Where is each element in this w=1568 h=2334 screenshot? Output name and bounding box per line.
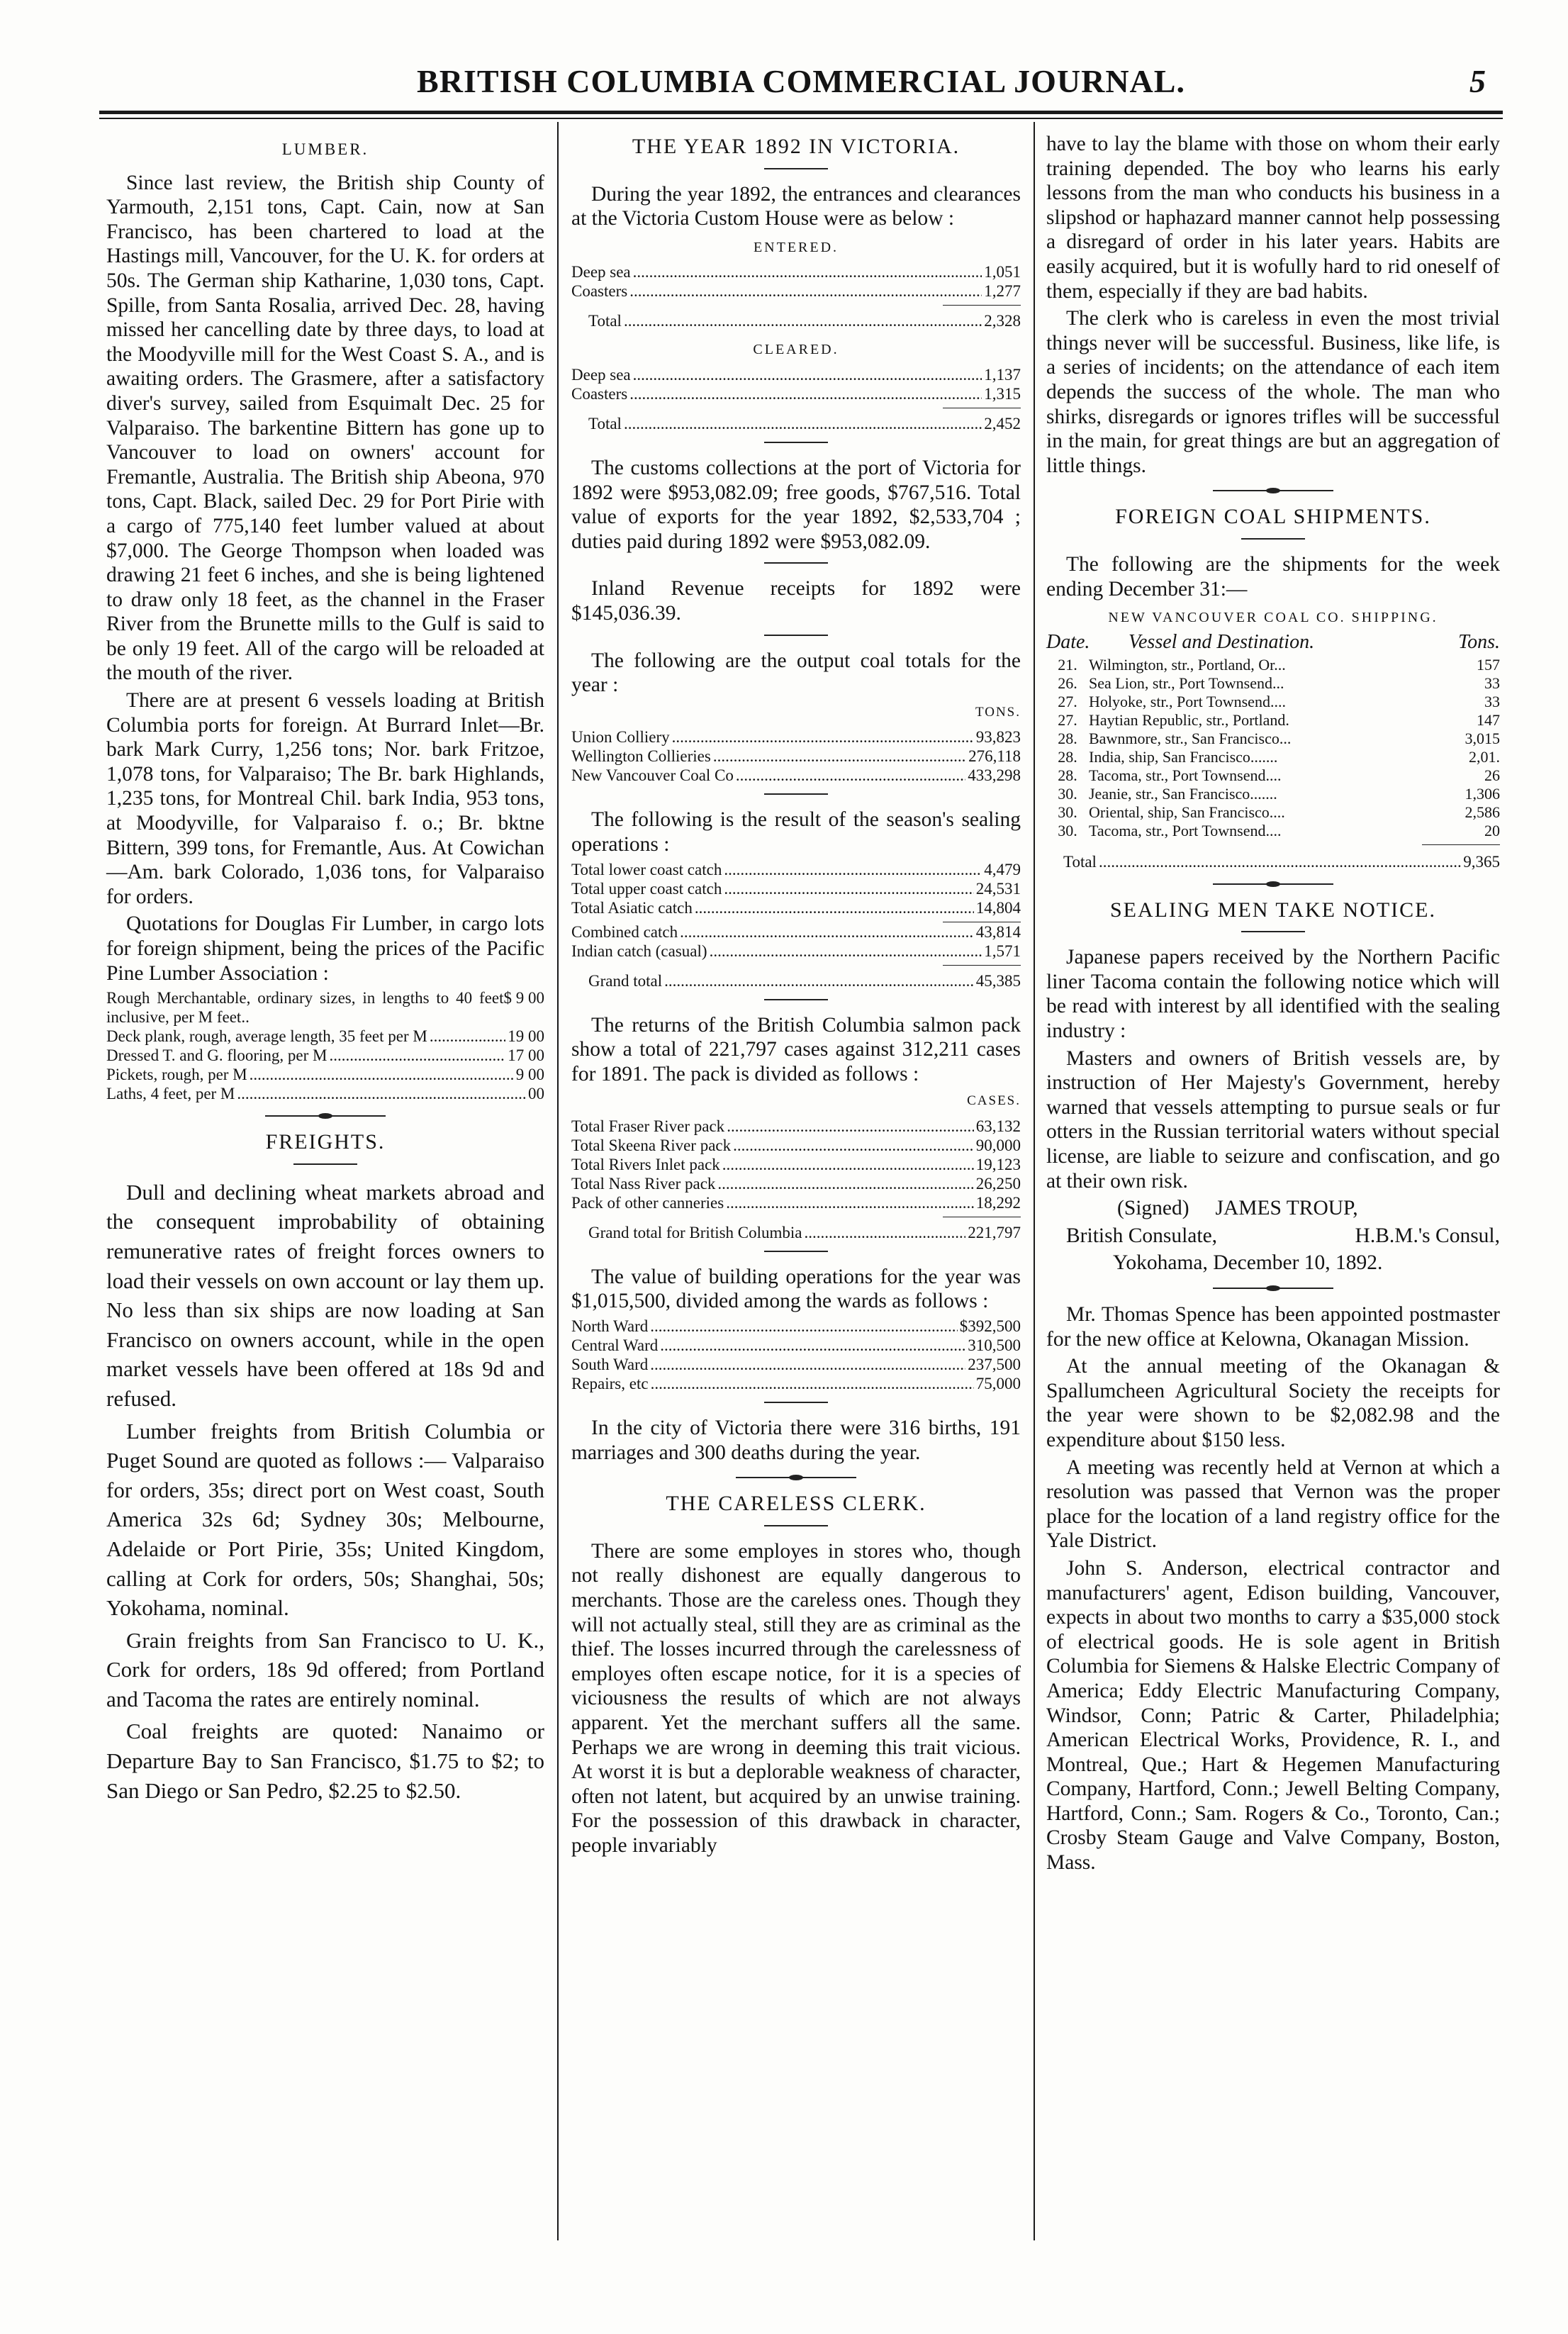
stat-total-row bbox=[571, 414, 1021, 433]
stat-row bbox=[571, 384, 1021, 403]
stat-row bbox=[571, 281, 1021, 301]
price-label: Dressed T. and G. flooring, per M bbox=[106, 1046, 327, 1065]
lumber-heading: LUMBER. bbox=[281, 140, 369, 158]
coal-company: NEW VANCOUVER COAL CO. SHIPPING. bbox=[1108, 610, 1438, 626]
table-row: 26. Sea Lion, str., Port Townsend... 33 bbox=[1058, 674, 1500, 692]
stat-label: Grand total bbox=[588, 971, 663, 990]
table-row: 28. Bawnmore, str., San Francisco... 3,015 bbox=[1058, 729, 1500, 747]
coal-shipments-table bbox=[1046, 632, 1500, 871]
salmon-unit: CASES. bbox=[967, 1093, 1021, 1109]
stat-row bbox=[571, 860, 1021, 879]
stat-value: 2,328 bbox=[984, 312, 1021, 330]
price-label: Deck plank, rough, average length, 35 feet per M bbox=[106, 1027, 427, 1046]
stat-value: 26,250 bbox=[975, 1174, 1021, 1193]
stat-row bbox=[571, 1317, 1021, 1336]
column-divider-2 bbox=[1034, 122, 1035, 2240]
stat-label: Total Rivers Inlet pack bbox=[571, 1155, 720, 1173]
stat-value: 221,797 bbox=[968, 1223, 1021, 1241]
price-value: 19 00 bbox=[508, 1027, 544, 1046]
price-value: 9 00 bbox=[515, 1066, 544, 1084]
stat-row bbox=[571, 365, 1021, 384]
stat-row bbox=[571, 1117, 1021, 1136]
freights-paragraph: Lumber freights from British Columbia or Puget Sound are quoted as follows :— Valparaiso for orders, 35s; direct port on West coast, South America 32s 6d; Sydney 30s; Melbourne, Adelaide or Port Pirie, 35s; United Kingdom, calling at Cork for orders, 50s; Shanghai, 50s; Yokohama, nominal. bbox=[106, 1418, 544, 1621]
stat-value: 1,315 bbox=[984, 384, 1021, 403]
salmon-list bbox=[571, 1117, 1021, 1242]
freights-heading: FREIGHTS. bbox=[265, 1130, 386, 1154]
column-3 bbox=[1046, 132, 1500, 1878]
local-news-paragraph: A meeting was recently held at Vernon at which a resolution was passed that Vernon was the proper place for the location of a land registry office for the Yale District. bbox=[1046, 1456, 1500, 1553]
notice-paragraph: Japanese papers received by the Northern Pacific liner Tacoma contain the following notice which will be read with interest by all identified with the sealing industry : bbox=[1046, 946, 1500, 1043]
lumber-paragraph: Since last review, the British ship County of Yarmouth, 2,151 tons, Capt. Cain, now at San Francisco, has been chartered to load at the Hastings mill, Vancouver, for the U. K. for orders at 50s. The German ship Katharine, 1,030 tons, Capt. Spille, from Santa Rosalia, arrived Dec. 28, having missed her cancelling date by three days, to load at the Moodyville mill for the West Coast S. A., and is awaiting orders. The Grasmere, after a satisfactory diver's survey, sailed from Esquimalt Dec. 25 for Valparaiso. The barkentine Bittern has gone up to Vancouver to load on owners' account for Fremantle, Australia. The British ship Abeona, 970 tons, Capt. Black, sailed Dec. 29 for Port Pirie with a cargo of 775,140 feet lumber valued at about $7,000. The George Thompson when loaded was drawing 21 feet 6 inches, and she is being lightened to draw only 18 feet, as the channel in the Fraser River from the Brunette mills to the Gulf is said to be only 19 feet. All of the cargo will be reloaded at the mouth of the river. bbox=[106, 171, 544, 685]
stat-value: 18,292 bbox=[975, 1193, 1021, 1212]
section-divider bbox=[1213, 881, 1333, 887]
table-header bbox=[1046, 632, 1500, 653]
stat-value: 2,452 bbox=[984, 414, 1021, 432]
stat-label: Union Colliery bbox=[571, 728, 670, 747]
stat-value: 63,132 bbox=[975, 1117, 1021, 1135]
heading-rule bbox=[764, 168, 828, 169]
column-1 bbox=[106, 132, 544, 1808]
stat-value: 14,804 bbox=[975, 898, 1021, 917]
coal-shipments-intro: The following are the shipments for the week ending December 31:— bbox=[1046, 552, 1500, 601]
table-row: 30. Oriental, ship, San Francisco.... 2,586 bbox=[1058, 803, 1500, 821]
stat-label: Deep sea bbox=[571, 263, 631, 281]
stat-label: Pack of other canneries bbox=[571, 1193, 724, 1212]
coal-unit: TONS. bbox=[975, 704, 1021, 720]
coal-output-list bbox=[571, 727, 1021, 785]
section-divider bbox=[1213, 1285, 1333, 1291]
page-number: 5 bbox=[1469, 63, 1486, 99]
table-row: 30. Jeanie, str., San Francisco....... 1,306 bbox=[1058, 784, 1500, 803]
heading-rule bbox=[764, 1525, 828, 1526]
local-news-paragraph: At the annual meeting of the Okanagan & Spallumcheen Agricultural Society the receipts for the year were shown to be $2,082.98 and the expenditure about $150 less. bbox=[1046, 1355, 1500, 1451]
stat-row bbox=[571, 1193, 1021, 1212]
notice-place-date: Yokohama, December 10, 1892. bbox=[1113, 1251, 1383, 1275]
stat-row bbox=[571, 1374, 1021, 1393]
journal-title: BRITISH COLUMBIA COMMERCIAL JOURNAL. bbox=[417, 63, 1185, 99]
stat-value: 4,479 bbox=[984, 860, 1021, 878]
careless-paragraph: There are some employes in stores who, though not really dishonest are equally dangerous to merchants. Those are the careless ones. Though they will not actually steal, still they are as criminal as the thief. The losses incurred through the carelessness of employes often escape notice, for it is a species of viciousness the results of which are not always apparent. Yet the merchant suffers all the same. Perhaps we are wrong in deeming this trait vicious. At worst it is but a deplorable weakness of character, often not latent, but acquired by an unwise training. For the possession of this drawback in character, people invariably bbox=[571, 1539, 1021, 1857]
col-date: Date. bbox=[1046, 630, 1090, 653]
price-label: Rough Merchantable, ordinary sizes, in lengths to 40 feet inclusive, per M feet.. bbox=[106, 989, 504, 1027]
table-total-row bbox=[1046, 852, 1500, 871]
customs-paragraph: The customs collections at the port of Victoria for 1892 were $953,082.09; free goods, $767,516. Total value of exports for the year 1892, $2,533,704 ; duties paid during 1892 were $953,082.09. bbox=[571, 456, 1021, 553]
price-row bbox=[106, 1046, 544, 1065]
section-rule bbox=[764, 562, 828, 564]
stat-value: 24,531 bbox=[975, 879, 1021, 898]
stat-value: 90,000 bbox=[975, 1136, 1021, 1154]
col-tons: Tons. bbox=[1458, 630, 1500, 653]
notice-paragraph: Masters and owners of British vessels are, by instruction of Her Majesty's Government, hereby warned that vessels attempting to pursue seals or fur otters in the Russian territorial waters without special license, are liable to seizure and confiscation, and go at their own risk. bbox=[1046, 1046, 1500, 1193]
stat-row bbox=[571, 1336, 1021, 1355]
cleared-list bbox=[571, 365, 1021, 433]
stat-label: Repairs, etc bbox=[571, 1375, 649, 1393]
entered-label: ENTERED. bbox=[753, 239, 839, 255]
price-row bbox=[106, 988, 544, 1027]
lumber-paragraph: There are at present 6 vessels loading at British Columbia ports for foreign. At Burrard Inlet—Br. bark Mark Curry, 1,256 tons; Nor. bark Fritzoe, 1,078 tons, for Valparaiso; The Br. bark Highlands, 1,235 tons, for Montreal Chil. bark India, 953 tons, at Moodyville, for Valparaiso f. o.; Br. bktne Bittern, 399 tons, for Fremantle, Aus. At Cowichan—Am. bark Colorado, 1,036 tons, for Valparaiso for orders. bbox=[106, 689, 544, 908]
heading-rule bbox=[1241, 931, 1305, 932]
price-value: 00 bbox=[528, 1085, 544, 1103]
stat-label: Total Nass River pack bbox=[571, 1174, 716, 1193]
stat-value: 237,500 bbox=[968, 1356, 1021, 1374]
stat-label: Total Skeena River pack bbox=[571, 1136, 732, 1154]
sealing-notice-heading: SEALING MEN TAKE NOTICE. bbox=[1109, 898, 1436, 922]
stat-value: $392,500 bbox=[959, 1317, 1021, 1336]
table-row: 30. Tacoma, str., Port Townsend.... 20 bbox=[1058, 821, 1500, 839]
heading-rule bbox=[293, 1163, 357, 1165]
stat-total-row bbox=[571, 311, 1021, 330]
freights-paragraph: Dull and declining wheat markets abroad and the consequent improbability of obtaining remunerative rates of freight forces owners to load their vessels on own account or lay them up. No less than six ships are now loading at San Francisco on owners account, while in the open market vessels have been offered at 18s 9d and refused. bbox=[106, 1179, 544, 1411]
table-row: 27. Haytian Republic, str., Portland. 147 bbox=[1058, 710, 1500, 729]
stat-label: Combined catch bbox=[571, 922, 678, 941]
local-news-paragraph: John S. Anderson, electrical contractor and manufacturers' agent, Edison building, Vancouver, expects in about two months to carry a $35,000 stock of electrical goods. He is sole agent in British Columbia for Siemens & Halske Electric Company of America; Eddy Electric Manufacturing Company, Windsor, Conn; Patric & Carter, Philadelphia; American Electrical Works, Providence, R. I., and Montreal, Que.; Hart & Hegemen Manufacturing Company, Hartford, Conn.; Jewell Belting Company, Hartford, Conn.; Sam. Rogers & Co., Toronto, Can.; Crosby Steam Gauge and Valve Company, Boston, Mass. bbox=[1046, 1556, 1500, 1875]
stat-label: Total lower coast catch bbox=[571, 860, 722, 878]
section-rule bbox=[764, 442, 828, 443]
table-row: 28. Tacoma, str., Port Townsend.... 26 bbox=[1058, 766, 1500, 784]
careless-heading: THE CARELESS CLERK. bbox=[666, 1492, 926, 1516]
stat-row bbox=[571, 1155, 1021, 1174]
stat-label: South Ward bbox=[571, 1356, 649, 1374]
coal-intro: The following are the output coal totals for the year : bbox=[571, 649, 1021, 697]
freights-paragraph: Grain freights from San Francisco to U. K., Cork for orders, 18s 9d offered; from Portland and Tacoma the rates are entirely nominal. bbox=[106, 1627, 544, 1712]
stat-row bbox=[571, 1355, 1021, 1374]
stat-value: 1,051 bbox=[984, 263, 1021, 281]
section-rule bbox=[764, 1251, 828, 1252]
year-intro: During the year 1892, the entrances and clearances at the Victoria Custom House were as below : bbox=[571, 182, 1021, 230]
stat-value: 19,123 bbox=[975, 1155, 1021, 1173]
section-rule bbox=[764, 793, 828, 795]
stat-label: Total bbox=[588, 414, 622, 432]
stat-label: Coasters bbox=[571, 384, 628, 403]
stat-label: Central Ward bbox=[571, 1336, 659, 1355]
local-news-paragraph: Mr. Thomas Spence has been appointed postmaster for the new office at Kelowna, Okanagan Mission. bbox=[1046, 1303, 1500, 1351]
stat-label: Indian catch (casual) bbox=[571, 942, 707, 960]
notice-signature bbox=[1046, 1196, 1500, 1221]
page-header bbox=[99, 62, 1503, 105]
price-row bbox=[106, 1027, 544, 1046]
section-divider bbox=[736, 1475, 856, 1480]
section-rule bbox=[764, 1402, 828, 1403]
careless-paragraph: The clerk who is careless in even the most trivial things never will be successful. Business, like life, is a series of incidents; on the attendance of each item depends the success of the whole. The man who shirks, disregards or ignores trifles will be successful in the main, for great things are but an aggregation of little things. bbox=[1046, 307, 1500, 477]
header-rule-thin bbox=[99, 118, 1503, 119]
stat-total-row bbox=[571, 971, 1021, 990]
stat-row bbox=[571, 942, 1021, 961]
heading-rule bbox=[1241, 538, 1305, 540]
building-intro: The value of building operations for the year was $1,015,500, divided among the wards as follows : bbox=[571, 1265, 1021, 1313]
stat-value: 75,000 bbox=[975, 1375, 1021, 1393]
col-vessel: Vessel and Destination. bbox=[1129, 630, 1315, 653]
notice-office: British Consulate, H.B.M.'s Consul, bbox=[1066, 1224, 1500, 1247]
stat-row bbox=[571, 262, 1021, 281]
stat-value: 9,365 bbox=[1463, 852, 1500, 871]
section-rule bbox=[764, 635, 828, 636]
cleared-label: CLEARED. bbox=[753, 342, 839, 358]
column-2 bbox=[571, 132, 1021, 1861]
freights-paragraph: Coal freights are quoted: Nanaimo or Departure Bay to San Francisco, $1.75 to $2; to San Diego or San Pedro, $2.25 to $2.50. bbox=[106, 1719, 544, 1803]
stat-value: 43,814 bbox=[975, 922, 1021, 941]
stat-label: North Ward bbox=[571, 1317, 649, 1336]
section-divider bbox=[265, 1113, 386, 1119]
stat-row bbox=[571, 922, 1021, 942]
table-row: 21. Wilmington, str., Portland, Or... 157 bbox=[1058, 655, 1500, 674]
price-row bbox=[106, 1084, 544, 1103]
vital-statistics: In the city of Victoria there were 316 births, 191 marriages and 300 deaths during the year. bbox=[571, 1417, 1021, 1464]
header-rule bbox=[99, 111, 1503, 114]
price-row bbox=[106, 1065, 544, 1084]
price-value: 17 00 bbox=[508, 1046, 544, 1065]
building-list bbox=[571, 1317, 1021, 1393]
stat-value: 310,500 bbox=[968, 1336, 1021, 1355]
stat-label: Wellington Collieries bbox=[571, 747, 711, 766]
signed-label: (Signed) bbox=[1117, 1197, 1189, 1220]
stat-row bbox=[571, 898, 1021, 917]
stat-total-row bbox=[571, 1223, 1021, 1242]
lumber-paragraph: Quotations for Douglas Fir Lumber, in cargo lots for foreign shipment, being the prices of the Pacific Pine Lumber Association : bbox=[106, 912, 544, 985]
price-label: Pickets, rough, per M bbox=[106, 1066, 247, 1084]
stat-value: 1,277 bbox=[984, 282, 1021, 301]
stat-row bbox=[571, 766, 1021, 785]
stat-value: 1,137 bbox=[984, 365, 1021, 384]
entered-list bbox=[571, 262, 1021, 330]
year-heading: THE YEAR 1892 IN VICTORIA. bbox=[632, 135, 961, 158]
section-rule bbox=[764, 999, 828, 1000]
stat-row bbox=[571, 1174, 1021, 1193]
stat-row bbox=[571, 879, 1021, 898]
stat-label: Total bbox=[588, 312, 622, 330]
stat-label: Total Asiatic catch bbox=[571, 898, 693, 917]
stat-row bbox=[571, 747, 1021, 766]
stat-label: Coasters bbox=[571, 282, 628, 301]
stat-label: Total bbox=[1063, 852, 1097, 871]
stat-label: Deep sea bbox=[571, 365, 631, 384]
stat-label: Grand total for British Columbia bbox=[588, 1223, 802, 1241]
coal-shipments-heading: FOREIGN COAL SHIPMENTS. bbox=[1115, 505, 1431, 529]
stat-value: 1,571 bbox=[984, 942, 1021, 960]
stat-value: 45,385 bbox=[975, 971, 1021, 990]
stat-label: Total upper coast catch bbox=[571, 879, 722, 898]
careless-paragraph-continued: have to lay the blame with those on whom their early training depended. The boy who learns his early lessons from the man who conducts his business in a slipshod or haphazard manner cannot help possessing a disregard of order in his later years. Habits are easily acquired, but it is wofully hard to rid oneself of them, especially if they are bad habits. bbox=[1046, 133, 1500, 303]
price-label: Laths, 4 feet, per M bbox=[106, 1085, 235, 1103]
signer-name: JAMES TROUP, bbox=[1215, 1197, 1358, 1220]
inland-paragraph: Inland Revenue receipts for 1892 were $145,036.39. bbox=[571, 577, 1021, 625]
stat-value: 433,298 bbox=[968, 766, 1021, 785]
sealing-intro: The following is the result of the season's sealing operations : bbox=[571, 808, 1021, 856]
sealing-list bbox=[571, 860, 1021, 990]
stat-row bbox=[571, 727, 1021, 747]
table-row: 27. Holyoke, str., Port Townsend.... 33 bbox=[1058, 692, 1500, 710]
stat-value: 93,823 bbox=[975, 728, 1021, 747]
stat-value: 276,118 bbox=[968, 747, 1021, 766]
stat-row bbox=[571, 1136, 1021, 1155]
salmon-intro: The returns of the British Columbia salmon pack show a total of 221,797 cases against 312,211 cases for 1891. The pack is divided as follows : bbox=[571, 1013, 1021, 1085]
table-row: 28. India, ship, San Francisco....... 2,01. bbox=[1058, 747, 1500, 766]
stat-label: New Vancouver Coal Co bbox=[571, 766, 734, 785]
section-divider bbox=[1213, 488, 1333, 493]
lumber-price-list bbox=[106, 988, 544, 1103]
stat-label: Total Fraser River pack bbox=[571, 1117, 725, 1135]
price-value: $ 9 00 bbox=[503, 989, 544, 1007]
column-divider-1 bbox=[557, 122, 559, 2240]
